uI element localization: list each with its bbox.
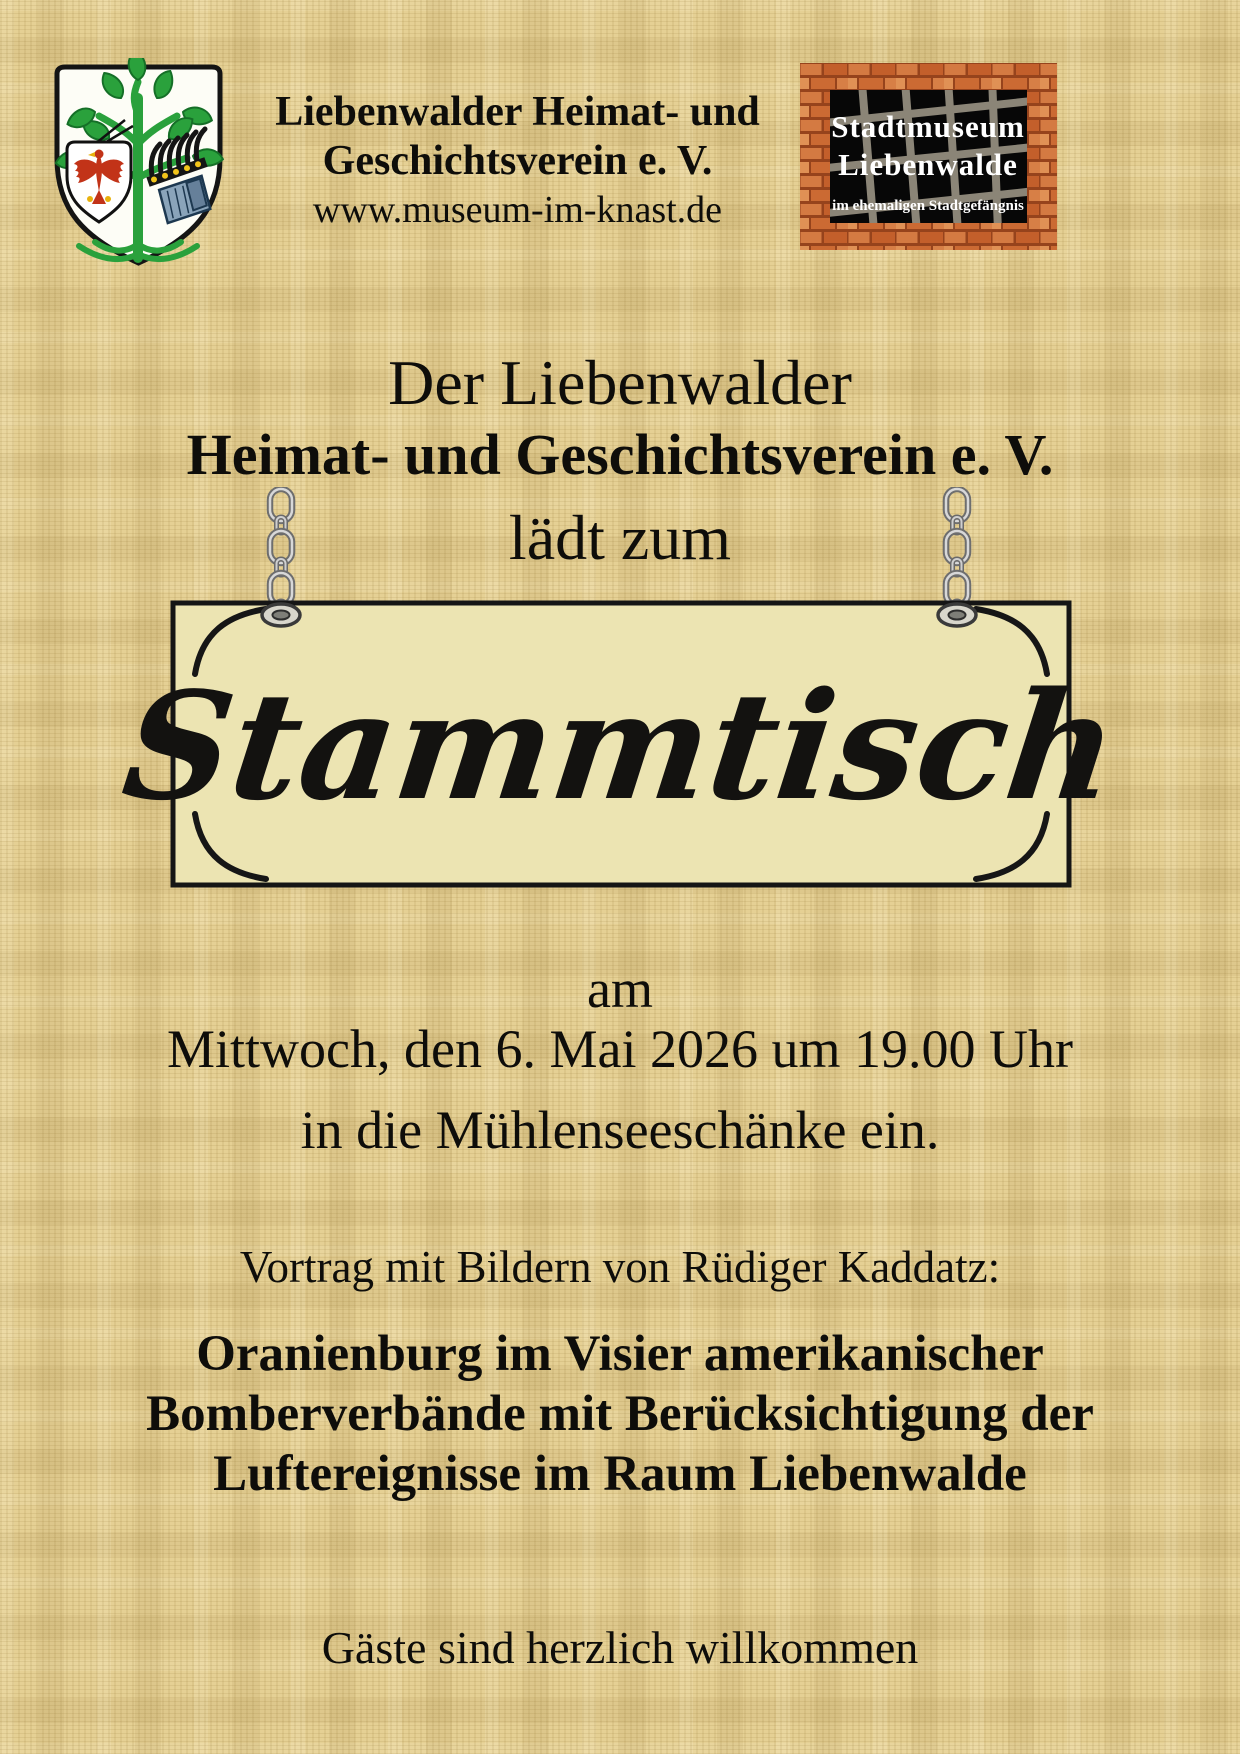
museum-logo-line1: Stadtmuseum: [831, 109, 1025, 144]
intro-line3: lädt zum: [508, 502, 732, 573]
lecture-title-line3: Luftereignisse im Raum Liebenwalde: [213, 1446, 1027, 1502]
lecture-speaker-line: Vortrag mit Bildern von Rüdiger Kaddatz:: [239, 1242, 1001, 1292]
lecture-title-line1: Oranienburg im Visier amerikanischer: [196, 1326, 1044, 1382]
org-header: [230, 88, 805, 235]
sign-title: Stammtisch: [115, 659, 1127, 833]
museum-logo-icon: [800, 63, 1057, 250]
event-datetime: Mittwoch, den 6. Mai 2026 um 19.00 Uhr: [167, 1019, 1073, 1079]
lecture-title: [0, 1324, 1240, 1504]
chain-left-icon: [261, 487, 301, 613]
chain-right-icon: [937, 487, 977, 613]
guests-welcome-line: Gäste sind herzlich willkommen: [321, 1622, 919, 1673]
museum-logo-subline: im ehemaligen Stadtgefängnis: [832, 198, 1024, 214]
event-location: in die Mühlenseeschänke ein.: [300, 1100, 940, 1160]
org-name-line2: Geschichtsverein e. V.: [322, 138, 713, 184]
intro-line2: Heimat- und Geschichtsverein e. V.: [186, 422, 1054, 487]
event-prefix: am: [587, 959, 653, 1019]
org-name-line1: Liebenwalder Heimat- und: [275, 89, 760, 135]
coat-of-arms-icon: [45, 58, 232, 272]
sign-board: [115, 600, 1127, 888]
museum-logo-line2: Liebenwalde: [838, 147, 1018, 182]
website-url: www.museum-im-knast.de: [312, 189, 723, 231]
intro-line1: Der Liebenwalder: [388, 347, 852, 418]
lecture-title-line2: Bomberverbände mit Berücksichtigung der: [146, 1386, 1094, 1442]
